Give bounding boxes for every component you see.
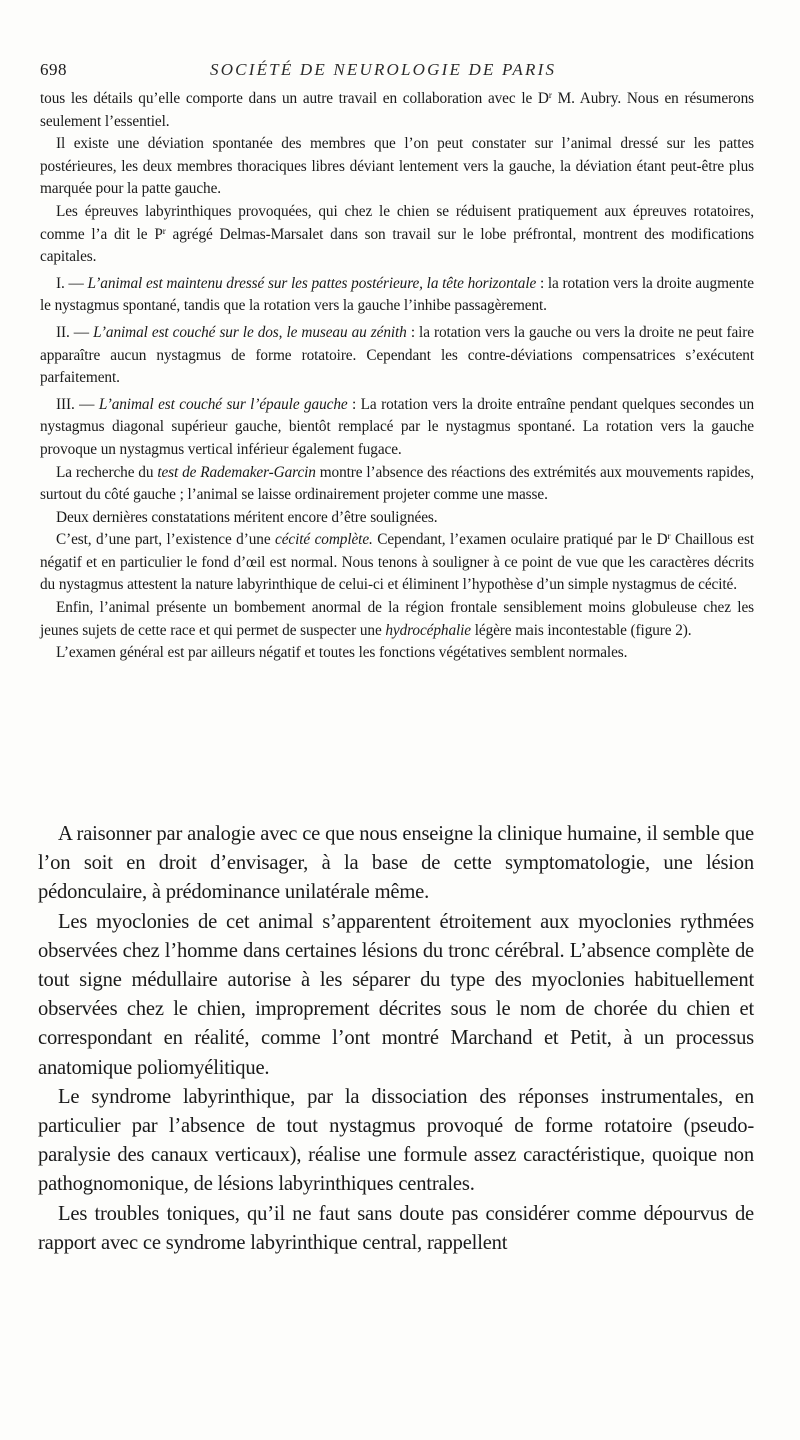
- journal-title: SOCIÉTÉ DE NEUROLOGIE DE PARIS: [210, 60, 557, 79]
- paragraph-collaboration: tous les détails qu’elle comporte dans un autre travail en collaboration avec le $D^r$ M. Aubry. Nous en résumerons seulement l’essentiel.: [40, 89, 754, 130]
- paragraph-spontaneous-deviation: Il existe une déviation spontanée des membres que l’on peut constater sur l’animal dressé sur les pattes postérieures, les deux membres thoraciques libres déviant lentement vers la gauche, la déviation étant peut-être plus marquée pour la patte gauche.: [40, 135, 754, 198]
- paragraph-blindness: C’est, d’une part, l’existence d’une cécité complète. Cependant, l’examen oculaire pratiqué par le $D^r$ Chaillous est négatif et en particulier le fond d’œil est normal. Nous tenons à souligner à ce point de vue que les caractères décrits du nystagmus attestent la nature labyrinthique de celui-ci et éliminent l’hypothèse d’un simple nystagmus de cécité.: [40, 531, 754, 594]
- paragraph-tonic-troubles: Les troubles toniques, qu’il ne faut sans doute pas considérer comme dépourvus de rapport avec ce syndrome labyrinthique central, rappellent: [38, 1202, 754, 1254]
- small-print-section: [40, 88, 754, 665]
- paragraph-rademaker-test: La recherche du test de Rademaker-Garcin montre l’absence des réactions des extrémités aux mouvements rapides, surtout du côté gauche ; l’animal se laisse ordinairement projeter comme une masse.: [40, 463, 754, 504]
- paragraph-test-ii: II. — L’animal est couché sur le dos, le museau au zénith : la rotation vers la gauche ou vers la droite ne peut faire apparaître aucun nystagmus de forme rotatoire. Cependant les contre-déviations compensatrices s’exécutent parfaitement.: [40, 323, 754, 387]
- paragraph-two-findings: Deux dernières constatations méritent encore d’être soulignées.: [56, 508, 438, 526]
- paragraph-test-iii: III. — L’animal est couché sur l’épaule gauche : La rotation vers la droite entraîne pendant quelques secondes un nystagmus diagonal supérieur gauche, bientôt remplacé par le nystagmus spontané. La rotation vers la gauche provoque un nystagmus vertical inférieur également fugace.: [40, 395, 754, 458]
- paragraph-test-i: I. — L’animal est maintenu dressé sur les pattes postérieure, la tête horizontale : la rotation vers la droite augmente le nystagmus spontané, tandis que la rotation vers la gauche l’inhibe passagèrement.: [40, 274, 754, 315]
- discussion-section: [38, 820, 754, 1258]
- paragraph-labyrinth-syndrome: Le syndrome labyrinthique, par la dissociation des réponses instrumentales, en particulier par l’absence de tout nystagmus provoqué de forme rotatoire (pseudo-paralysie des canaux verticaux), réalise une formule assez caractéristique, quoique non pathognomonique, de lésions labyrinthiques centrales.: [38, 1085, 754, 1196]
- paragraph-labyrinth-tests: Les épreuves labyrinthiques provoquées, qui chez le chien se réduisent pratiquement aux épreuves rotatoires, comme l’a dit le $P^r$ agrégé Delmas-Marsalet dans son travail sur le lobe préfrontal, montrent des modifications capitales.: [40, 202, 755, 266]
- paragraph-analogy: A raisonner par analogie avec ce que nous enseigne la clinique humaine, il semble que l’on soit en droit d’envisager, à la base de cette symptomatologie, une lésion pédonculaire, à prédominance unilatérale même.: [38, 823, 754, 904]
- paragraph-general-exam: L’examen général est par ailleurs négatif et toutes les fonctions végétatives semblent normales.: [56, 644, 628, 662]
- running-head: [40, 60, 780, 84]
- paragraph-myoclonies: Les myoclonies de cet animal s’apparentent étroitement aux myoclonies rythmées observées chez l’homme dans certaines lésions du tronc cérébral. L’absence complète de tout signe médullaire autorise à les séparer du type des myoclonies habituellement observées chez le chien, improprement décrites sous le nom de chorée du chien et correspondant en réalité, comme l’ont montré Marchand et Petit, à un processus anatomique poliomyélitique.: [38, 910, 754, 1079]
- paragraph-hydrocephaly: Enfin, l’animal présente un bombement anormal de la région frontale sensiblement moins globuleuse chez les jeunes sujets de cette race et qui permet de suspecter une hydrocéphalie légère mais incontestable (figure 2).: [40, 599, 754, 639]
- page-number: 698: [40, 60, 67, 79]
